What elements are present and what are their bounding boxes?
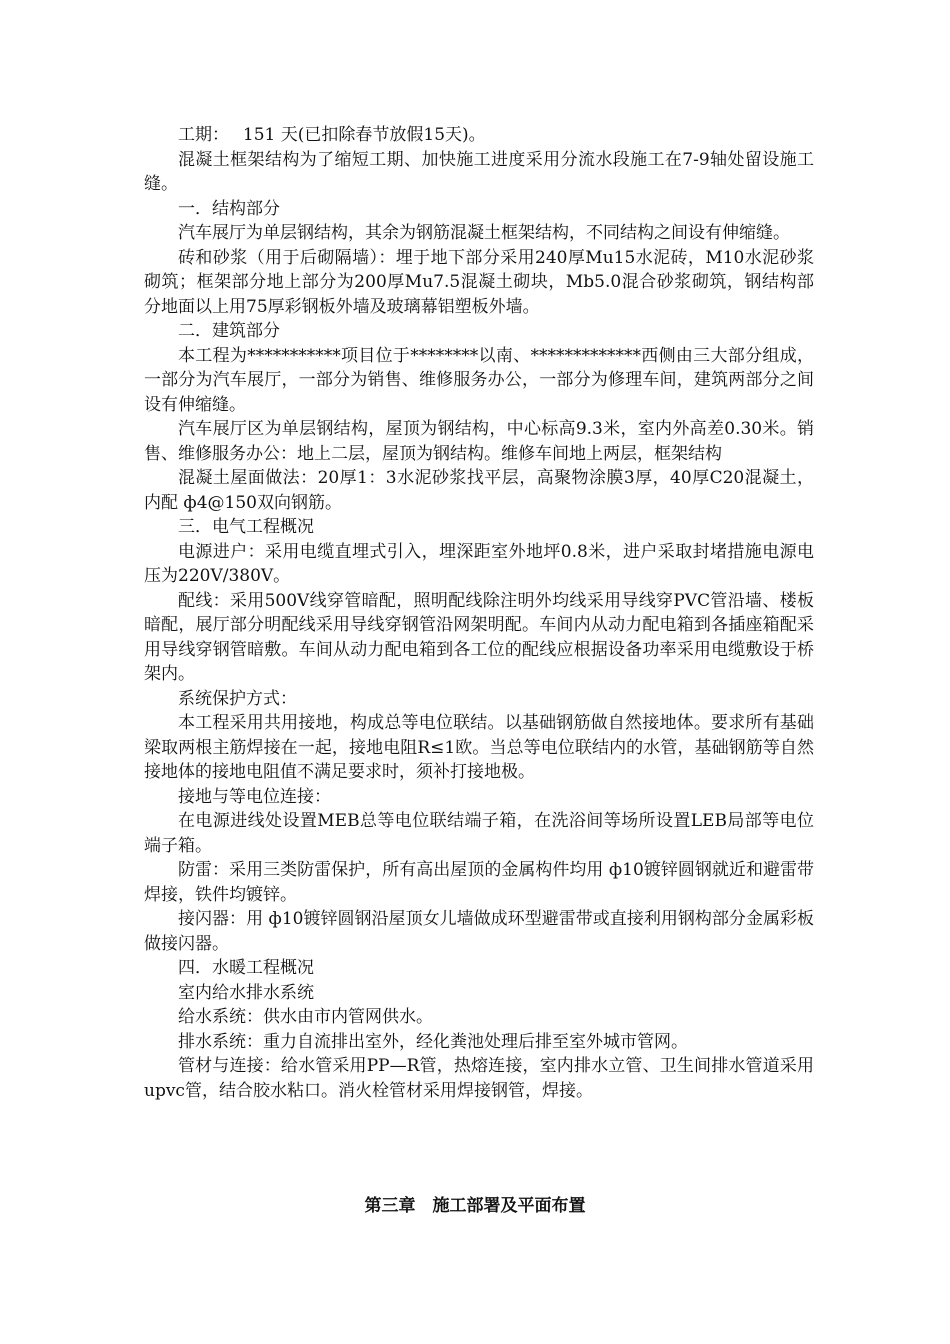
paragraph-roof: 混凝土屋面做法：20厚1：3水泥砂浆找平层，高聚物涂膜3厚，40厚C20混凝土，内配 ф4@150双向钢筋。: [144, 468, 814, 513]
paragraph-bonding: 在电源进线处设置MEB总等电位联结端子箱，在洗浴间等场所设置LEB局部等电位端子箱。: [144, 811, 814, 856]
paragraph-wiring: 配线：采用500V线穿管暗配，照明配线除注明外均线采用导线穿PVC管沿墙、楼板暗配，展厅部分明配线采用导线穿钢管沿网架明配。车间内从动力配电箱到各插座箱配采用导线穿钢管暗敷。车间从动力配电箱到各工位的配线应根据设备功率采用电缆敷设于桥架内。: [144, 590, 814, 684]
paragraph-masonry: 砖和砂浆（用于后砌隔墙）：埋于地下部分采用240厚Mu15水泥砖，M10水泥砂浆砌筑；框架部分地上部分为200厚Mu7.5混凝土砌块，Mb5.0混合砂浆砌筑，钢结构部分地面以上用75厚彩钢板外墙及玻璃幕铝塑板外墙。: [144, 247, 814, 317]
heading-plumbing: 四．水暖工程概况: [178, 958, 314, 978]
document-body: [144, 123, 814, 1103]
heading-electrical: 三．电气工程概况: [178, 517, 314, 537]
paragraph-structure-type: 汽车展厅为单层钢结构，其余为钢筋混凝土框架结构，不同结构之间设有伸缩缝。: [178, 223, 790, 243]
paragraph-protection-label: 系统保护方式：: [178, 688, 297, 709]
chapter-title: 第三章 施工部署及平面布置: [364, 1196, 586, 1216]
paragraph-lightning: 防雷：采用三类防雷保护，所有高出屋顶的金属构件均用 ф10镀锌圆钢就近和避雷带焊接，铁件均镀锌。: [144, 860, 814, 905]
paragraph-indoor-water: 室内给水排水系统: [178, 982, 314, 1003]
paragraph-showroom: 汽车展厅区为单层钢结构，屋顶为钢结构，中心标高9.3米，室内外高差0.30米。销售、维修服务办公：地上二层，屋顶为钢结构。维修车间地上两层，框架结构: [144, 419, 814, 464]
paragraph-duration: 工期： 151 天(已扣除春节放假15天)。: [178, 125, 486, 145]
paragraph-bonding-label: 接地与等电位连接：: [178, 786, 331, 807]
heading-structure: 一．结构部分: [178, 198, 280, 219]
paragraph-construction-joint: 混凝土框架结构为了缩短工期、加快施工进度采用分流水段施工在7-9轴处留设施工缝。: [144, 149, 814, 194]
paragraph-air-terminal: 接闪器：用 ф10镀锌圆钢沿屋顶女儿墙做成环型避雷带或直接利用钢构部分金属彩板做接闪器。: [144, 909, 814, 954]
paragraph-water-supply: 给水系统：供水由市内管网供水。: [178, 1007, 433, 1027]
paragraph-pipes: 管材与连接：给水管采用PP—R管，热熔连接，室内排水立管、卫生间排水管道采用upvc管，结合胶水粘口。消火栓管材采用焊接钢管，焊接。: [144, 1056, 814, 1101]
heading-architecture: 二．建筑部分: [178, 321, 280, 341]
paragraph-grounding: 本工程采用共用接地，构成总等电位联结。以基础钢筋做自然接地体。要求所有基础梁取两根主筋焊接在一起，接地电阻R≤1欧。当总等电位联结内的水管，基础钢筋等自然接地体的接地电阻值不满足要求时，须补打接地极。: [144, 713, 814, 782]
paragraph-power-entry: 电源进户：采用电缆直埋式引入，埋深距室外地坪0.8米，进户采取封堵措施电源电压为220V/380V。: [144, 541, 814, 586]
paragraph-project-location: 本工程为***********项目位于********以南、*************西侧由三大部分组成，一部分为汽车展厅，一部分为销售、维修服务办公，一部分为修理车间，建筑两部分之间设有伸缩缝。: [144, 345, 814, 415]
paragraph-drainage: 排水系统：重力自流排出室外，经化粪池处理后排至室外城市管网。: [178, 1031, 688, 1052]
